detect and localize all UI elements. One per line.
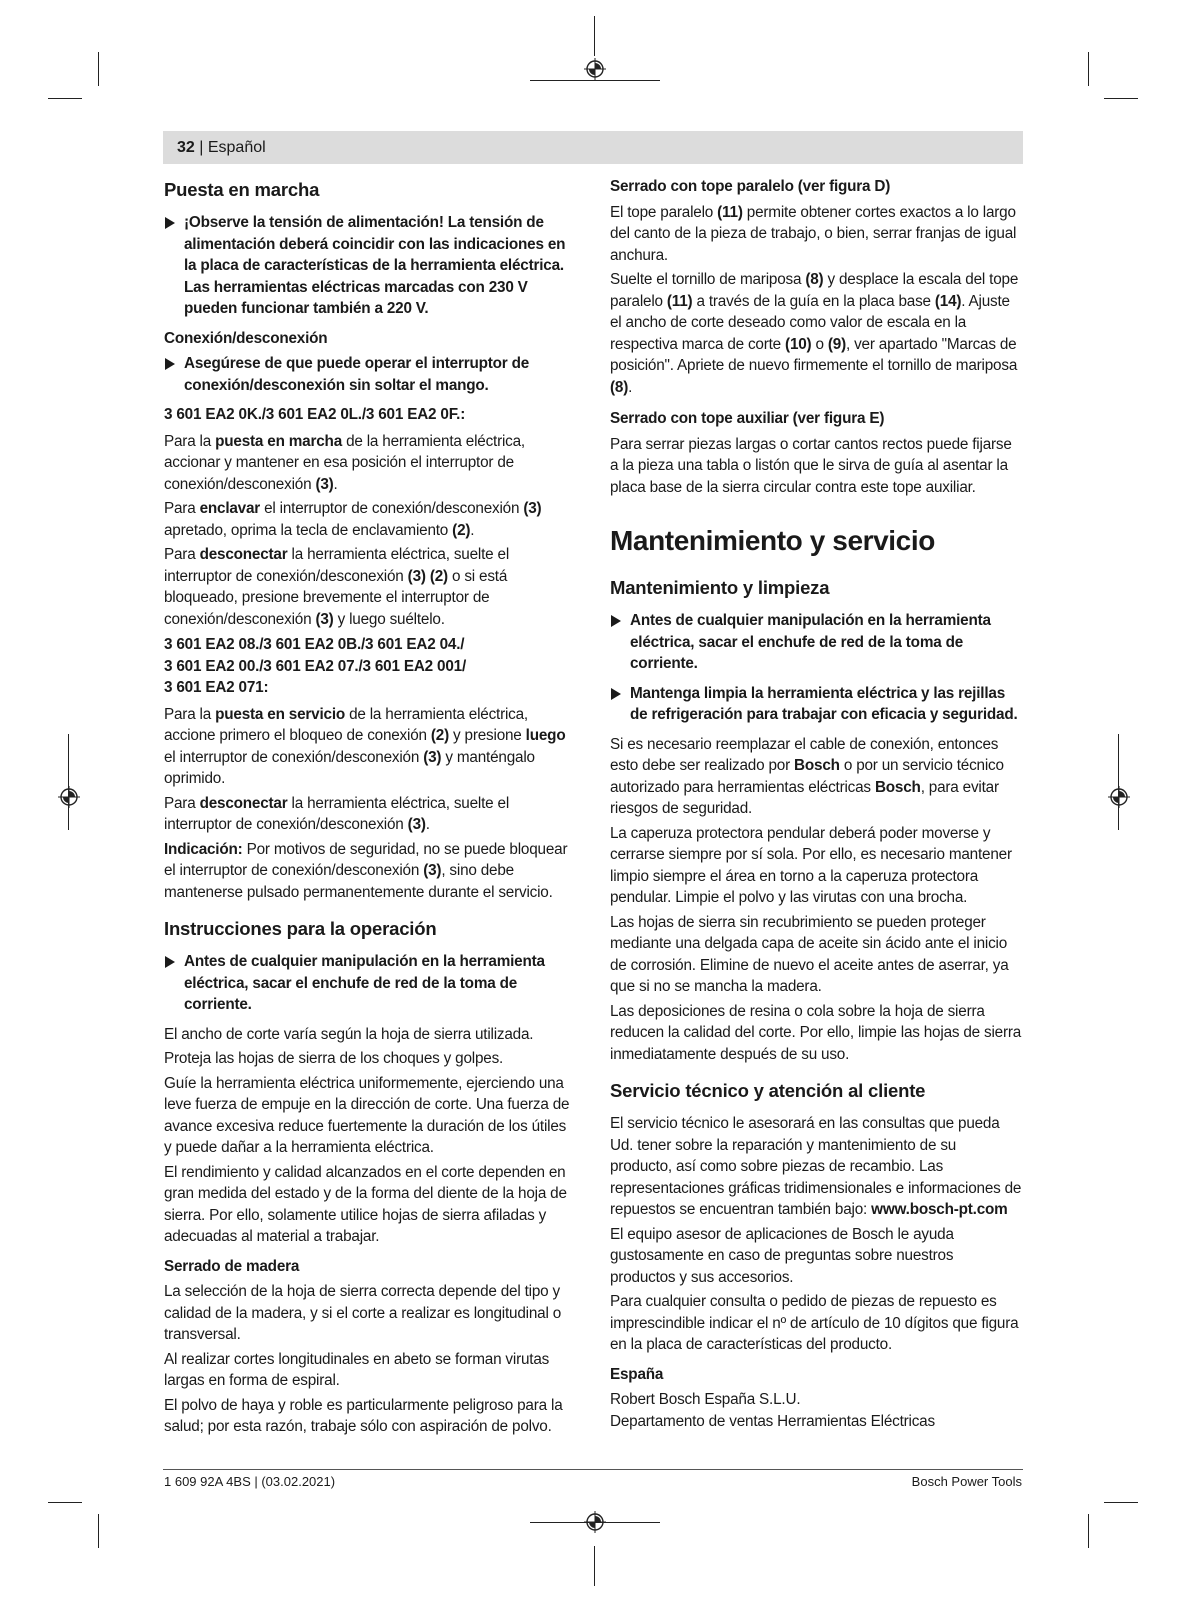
paragraph: Al realizar cortes longitudinales en abeto se forman virutas largas en forma de espiral. <box>164 1350 550 1389</box>
crop-mark <box>594 1546 595 1586</box>
left-column <box>164 176 576 1441</box>
heading-servicio-tecnico: Servicio técnico y atención al cliente <box>610 1080 926 1101</box>
warning-bullet <box>164 951 576 1016</box>
paragraph: Para la puesta en marcha de la herramienta eléctrica, accionar y mantener en esa posición el interruptor de conexión/desconexión (3). <box>164 432 525 493</box>
bullet-triangle-icon <box>165 956 175 968</box>
paragraph: Guíe la herramienta eléctrica uniformemente, ejerciendo una leve fuerza de empuje en la dirección de corte. Una fuerza de avance excesiva reduce fuertemente la duración de los útiles y puede dañar a la herramienta eléctrica. <box>164 1074 570 1156</box>
paragraph: El equipo asesor de aplicaciones de Bosch le ayuda gustosamente en caso de preguntas sobre nuestros productos y sus accesorios. <box>610 1225 954 1286</box>
bullet-triangle-icon <box>611 615 621 627</box>
paragraph: El ancho de corte varía según la hoja de sierra utilizada. <box>164 1025 534 1043</box>
right-column <box>610 176 1022 1432</box>
heading-puesta-en-marcha: Puesta en marcha <box>164 179 320 200</box>
footer-doc-id: 1 609 92A 4BS | (03.02.2021) <box>164 1474 336 1489</box>
paragraph: El servicio técnico le asesorará en las consultas que pueda Ud. tener sobre la reparación y mantenimiento de su producto, así como sobre piezas de recambio. Las representaciones gráficas tridimensionales e informaciones de repuestos se encuentran también bajo: www.bosch-pt.com <box>610 1115 1022 1218</box>
crop-mark <box>1088 1514 1089 1548</box>
address-line: Departamento de ventas Herramientas Eléctricas <box>610 1412 935 1430</box>
paragraph: Si es necesario reemplazar el cable de conexión, entonces esto debe ser realizado por Bosch o por un servicio técnico autorizado para herramientas eléctricas Bosch, para evitar riesgos de seguridad. <box>610 735 1004 817</box>
crop-mark <box>48 1502 82 1503</box>
crop-mark <box>1104 98 1138 99</box>
heading-serrado-madera: Serrado de madera <box>164 1257 300 1275</box>
crop-mark <box>68 734 69 830</box>
model-numbers: 3 601 EA2 08./3 601 EA2 0B./3 601 EA2 04./ 3 601 EA2 00./3 601 EA2 07./3 601 EA2 001/ 3 601 EA2 071: <box>164 636 467 696</box>
bullet-text: Mantenga limpia la herramienta eléctrica y las rejillas de refrigeración para trabajar con eficacia y seguridad. <box>630 684 1018 723</box>
header-separator: | <box>194 139 208 156</box>
crop-mark <box>530 80 660 81</box>
bullet-text: Antes de cualquier manipulación en la herramienta eléctrica, sacar el enchufe de red de la toma de corriente. <box>184 953 545 1013</box>
bullet-triangle-icon <box>165 217 175 229</box>
warning-bullet <box>610 610 1022 675</box>
bullet-triangle-icon <box>165 358 175 370</box>
warning-bullet <box>164 353 576 396</box>
registration-mark-icon <box>1108 786 1130 808</box>
crop-mark <box>98 52 99 86</box>
heading-mantenimiento-limpieza: Mantenimiento y limpieza <box>610 577 830 598</box>
warning-bullet <box>610 683 1022 726</box>
paragraph: Para serrar piezas largas o cortar cantos rectos puede fijarse a la pieza una tabla o listón que le sirva de guía al asentar la placa base de la sierra circular contra este tope auxiliar. <box>610 435 1012 496</box>
header-language: Español <box>207 139 266 156</box>
heading-tope-auxiliar: Serrado con tope auxiliar (ver figura E) <box>610 410 885 427</box>
paragraph: Las deposiciones de resina o cola sobre la hoja de sierra reducen la calidad del corte. Por ello, limpie las hojas de sierra inmediatamente después de su uso. <box>610 1002 1022 1063</box>
warning-bullet <box>164 212 576 320</box>
crop-mark <box>98 1514 99 1548</box>
bullet-text: Antes de cualquier manipulación en la herramienta eléctrica, sacar el enchufe de red de la toma de corriente. <box>630 612 991 672</box>
paragraph: Suelte el tornillo de mariposa (8) y desplace la escala del tope paralelo (11) a través de la guía en la placa base (14). Ajuste el ancho de corte deseado como valor de escala en la respectiva marca de corte (10) o (9), ver apartado "Marcas de posición". Apriete de nuevo firmemente el tornillo de mariposa (8). <box>610 271 1019 396</box>
note-paragraph: Indicación: Por motivos de seguridad, no se puede bloquear el interruptor de conexión/desconexión (3), sino debe mantenerse pulsado permanentemente durante el servicio. <box>164 840 568 901</box>
paragraph: Para la puesta en servicio de la herramienta eléctrica, accione primero el bloqueo de conexión (2) y presione luego el interruptor de conexión/desconexión (3) y manténgalo oprimido. <box>164 705 566 787</box>
paragraph: Para cualquier consulta o pedido de piezas de repuesto es imprescindible indicar el nº de artículo de 10 dígitos que figura en la placa de características del producto. <box>610 1293 1019 1353</box>
paragraph: Para desconectar la herramienta eléctrica, suelte el interruptor de conexión/desconexión (3). <box>164 794 510 833</box>
page-header-bar <box>163 131 1023 164</box>
footer-brand: Bosch Power Tools <box>911 1474 1022 1489</box>
paragraph: El polvo de haya y roble es particularmente peligroso para la salud; por esta razón, trabaje sólo con aspiración de polvo. <box>164 1396 563 1435</box>
paragraph: La selección de la hoja de sierra correcta depende del tipo y calidad de la madera, y si el corte a realizar es longitudinal o transversal. <box>164 1283 562 1343</box>
heading-instrucciones: Instrucciones para la operación <box>164 918 437 939</box>
crop-mark <box>1088 52 1089 86</box>
heading-mantenimiento-servicio: Mantenimiento y servicio <box>610 525 935 556</box>
page-number: 32 <box>177 139 195 156</box>
bullet-triangle-icon <box>611 688 621 700</box>
heading-espana: España <box>610 1365 664 1383</box>
page-header <box>177 139 266 157</box>
crop-mark <box>1104 1502 1138 1503</box>
website-link[interactable]: www.bosch-pt.com <box>871 1201 1008 1218</box>
paragraph: Proteja las hojas de sierra de los choques y golpes. <box>164 1050 504 1067</box>
paragraph: El tope paralelo (11) permite obtener cortes exactos a lo largo del canto de la pieza de trabajo, o bien, serrar franjas de igual anchura. <box>610 203 1017 264</box>
footer-rule <box>163 1469 1023 1470</box>
paragraph: El rendimiento y calidad alcanzados en el corte dependen en gran medida del estado y de la forma del diente de la hoja de sierra. Por ello, solamente utilice hojas de sierra afiladas y adecuadas al material a trabajar. <box>164 1163 567 1245</box>
paragraph: Las hojas de sierra sin recubrimiento se pueden proteger mediante una delgada capa de aceite sin ácido ante el inicio de corrosión. Elimine de nuevo el aceite antes de aserrar, ya que si no se mancha la madera. <box>610 913 1009 995</box>
heading-conexion: Conexión/desconexión <box>164 329 328 347</box>
registration-mark-icon <box>584 58 606 80</box>
registration-mark-icon <box>58 786 80 808</box>
address-line: Robert Bosch España S.L.U. <box>610 1391 801 1408</box>
crop-mark <box>1118 734 1119 830</box>
registration-mark-icon <box>584 1511 606 1533</box>
crop-mark <box>594 16 595 56</box>
model-numbers: 3 601 EA2 0K./3 601 EA2 0L./3 601 EA2 0F.: <box>164 406 466 423</box>
bullet-text: ¡Observe la tensión de alimentación! La tensión de alimentación deberá coincidir con las indicaciones en la placa de características de la herramienta eléctrica. Las herramientas eléctricas marcadas con 230 V pueden funcionar también a 220 V. <box>184 214 566 317</box>
crop-mark <box>48 98 82 99</box>
paragraph: La caperuza protectora pendular deberá poder moverse y cerrarse siempre por sí sola. Por ello, es necesario mantener limpio siempre el área en torno a la caperuza protectora pendular. Limpie el polvo y las virutas con una brocha. <box>610 824 1012 906</box>
heading-tope-paralelo: Serrado con tope paralelo (ver figura D) <box>610 178 891 195</box>
paragraph: Para enclavar el interruptor de conexión/desconexión (3) apretado, oprima la tecla de enclavamiento (2). <box>164 500 542 539</box>
paragraph: Para desconectar la herramienta eléctrica, suelte el interruptor de conexión/desconexión (3) (2) o si está bloqueado, presione brevemente el interruptor de conexión/desconexión (3) y luego suéltelo. <box>164 546 510 628</box>
bullet-text: Asegúrese de que puede operar el interruptor de conexión/desconexión sin soltar el mango. <box>184 355 530 394</box>
